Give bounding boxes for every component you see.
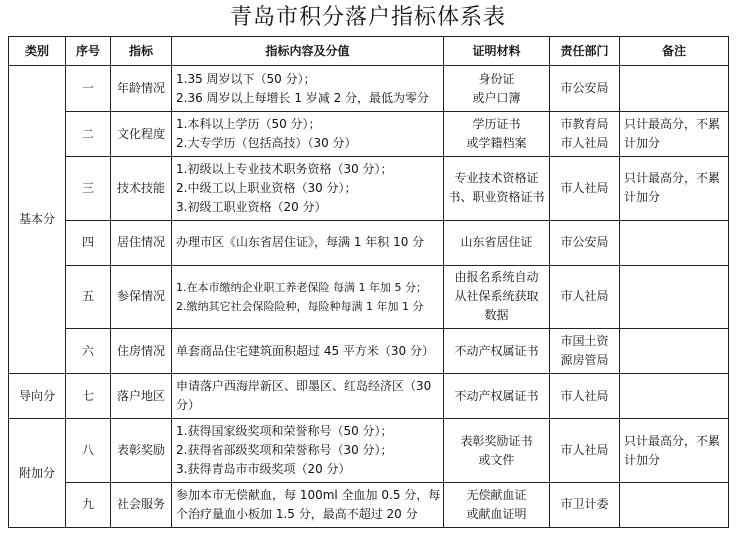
row-proof: 由报名系统自动 从社保系统获取 数据 bbox=[444, 265, 550, 329]
row-remark: 只计最高分，不累计加分 bbox=[620, 112, 729, 157]
row-proof: 身份证 或户口簿 bbox=[444, 66, 550, 112]
row-department: 市人社局 bbox=[550, 419, 620, 483]
row-no: 九 bbox=[66, 482, 111, 527]
table-row bbox=[9, 66, 729, 112]
header-no: 序号 bbox=[66, 37, 111, 66]
row-no: 二 bbox=[66, 112, 111, 157]
row-remark bbox=[620, 329, 729, 374]
row-indicator: 技术技能 bbox=[111, 157, 172, 221]
row-no: 八 bbox=[66, 419, 111, 483]
row-proof: 不动产权属证书 bbox=[444, 374, 550, 419]
row-content: 1.本科以上学历（50 分）； 2.大专学历（包括高技）（30 分） bbox=[172, 112, 444, 157]
header-content: 指标内容及分值 bbox=[172, 37, 444, 66]
row-department: 市教育局 市人社局 bbox=[550, 112, 620, 157]
row-content: 1.在本市缴纳企业职工养老保险 每满 1 年加 5 分； 2.缴纳其它社会保险险种，每险种每满 1 年加 1 分 bbox=[172, 265, 444, 329]
row-proof: 山东省居住证 bbox=[444, 220, 550, 265]
row-content: 参加本市无偿献血，每 100ml 全血加 0.5 分，每 个治疗量血小板加 1.5 分，最高不超过 20 分 bbox=[172, 482, 444, 527]
row-indicator: 社会服务 bbox=[111, 482, 172, 527]
row-proof: 不动产权属证书 bbox=[444, 329, 550, 374]
table-row bbox=[9, 112, 729, 157]
row-no: 六 bbox=[66, 329, 111, 374]
table-row bbox=[9, 220, 729, 265]
table-row bbox=[9, 265, 729, 329]
header-proof: 证明材料 bbox=[444, 37, 550, 66]
row-department: 市人社局 bbox=[550, 265, 620, 329]
row-content: 办理市区《山东省居住证》，每满 1 年积 10 分 bbox=[172, 220, 444, 265]
row-remark bbox=[620, 66, 729, 112]
row-indicator: 落户地区 bbox=[111, 374, 172, 419]
header-category: 类别 bbox=[9, 37, 66, 66]
row-indicator: 表彰奖励 bbox=[111, 419, 172, 483]
row-indicator: 年龄情况 bbox=[111, 66, 172, 112]
header-remark: 备注 bbox=[620, 37, 729, 66]
row-content: 单套商品住宅建筑面积超过 45 平方米（30 分） bbox=[172, 329, 444, 374]
row-department: 市卫计委 bbox=[550, 482, 620, 527]
table-row bbox=[9, 374, 729, 419]
row-indicator: 文化程度 bbox=[111, 112, 172, 157]
row-remark bbox=[620, 482, 729, 527]
row-remark bbox=[620, 265, 729, 329]
row-indicator: 住房情况 bbox=[111, 329, 172, 374]
row-content: 1.初级以上专业技术职务资格（30 分）； 2.中级工以上职业资格（30 分）； 3.初级工职业资格（20 分） bbox=[172, 157, 444, 221]
row-remark bbox=[620, 220, 729, 265]
row-proof: 学历证书 或学籍档案 bbox=[444, 112, 550, 157]
category-extra: 附加分 bbox=[9, 419, 66, 528]
header-department: 责任部门 bbox=[550, 37, 620, 66]
row-department: 市国土资 源房管局 bbox=[550, 329, 620, 374]
row-department: 市人社局 bbox=[550, 374, 620, 419]
row-department: 市公安局 bbox=[550, 220, 620, 265]
row-no: 四 bbox=[66, 220, 111, 265]
row-content: 申请落户西海岸新区、即墨区、红岛经济区（30 分） bbox=[172, 374, 444, 419]
row-remark: 只计最高分，不累计加分 bbox=[620, 419, 729, 483]
row-proof: 专业技术资格证 书、职业资格证书 bbox=[444, 157, 550, 221]
row-remark bbox=[620, 374, 729, 419]
category-guide: 导向分 bbox=[9, 374, 66, 419]
row-no: 五 bbox=[66, 265, 111, 329]
row-remark: 只计最高分，不累计加分 bbox=[620, 157, 729, 221]
table-row bbox=[9, 329, 729, 374]
page-title: 青岛市积分落户指标体系表 bbox=[229, 5, 506, 30]
row-no: 七 bbox=[66, 374, 111, 419]
row-proof: 表彰奖励证书 或文件 bbox=[444, 419, 550, 483]
row-department: 市人社局 bbox=[550, 157, 620, 221]
row-content: 1.获得国家级奖项和荣誉称号（50 分）； 2.获得省部级奖项和荣誉称号（30 分）； 3.获得青岛市市级奖项（20 分） bbox=[172, 419, 444, 483]
points-table bbox=[8, 36, 729, 528]
category-basic: 基本分 bbox=[9, 66, 66, 374]
row-indicator: 参保情况 bbox=[111, 265, 172, 329]
header-row bbox=[9, 37, 729, 66]
row-department: 市公安局 bbox=[550, 66, 620, 112]
row-no: 一 bbox=[66, 66, 111, 112]
table-row bbox=[9, 419, 729, 483]
row-proof: 无偿献血证 或献血证明 bbox=[444, 482, 550, 527]
header-indicator: 指标 bbox=[111, 37, 172, 66]
row-no: 三 bbox=[66, 157, 111, 221]
table-row bbox=[9, 482, 729, 527]
table-row bbox=[9, 157, 729, 221]
row-content: 1.35 周岁以下（50 分）； 2.36 周岁以上每增长 1 岁减 2 分，最低为零分 bbox=[172, 66, 444, 112]
row-indicator: 居住情况 bbox=[111, 220, 172, 265]
